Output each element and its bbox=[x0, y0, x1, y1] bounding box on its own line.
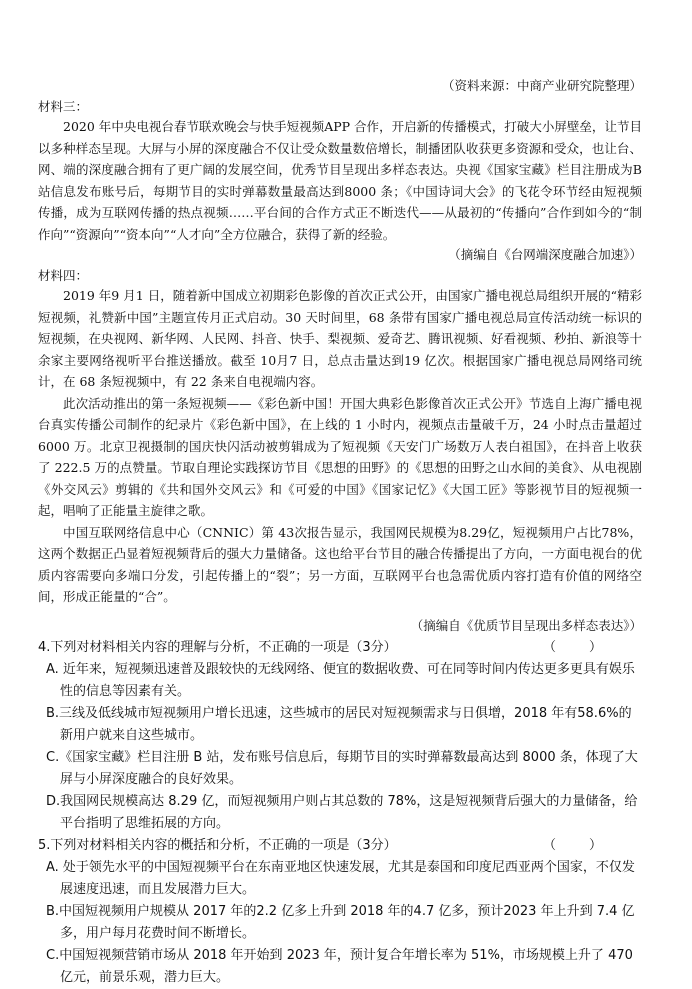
question-5 bbox=[38, 835, 642, 989]
question-5-option-b: B.中国短视频用户规模从 2017 年的2.2 亿多上升到 2018 年的4.7 亿多，预计2023 年上升到 7.4 亿多，用户每月花费时间不断增长。 bbox=[46, 903, 635, 941]
material-four-source: （摘编自《优质节目呈现出多样态表达》） bbox=[410, 617, 642, 633]
material-four-title: 材料四： bbox=[38, 268, 89, 283]
material-four-paragraph-3: 中国互联网络信息中心（CNNIC）第 43次报告显示，我国网民规模为8.29亿，短视频用户占比78%，这两个数据正凸显着短视频背后的强大力量储备。这也给平台节目的融合传播提出了方向，一方面电视台的优质内容需要向多端口分发，引起传播上的“裂”；另一方面，互联网平台也急需优质内容打造有价值的网络空间，形成正能量的“合”。 bbox=[38, 524, 642, 604]
question-5-answer-blank: （ ） bbox=[542, 837, 602, 853]
material-four-paragraph-1: 2019 年9 月1 日，随着新中国成立初期彩色影像的首次正式公开，由国家广播电视总局组织开展的“精彩短视频，礼赞新中国”主题宣传月正式启动。30 天时间里，68 条带有国家广播电视总局宣传活动统一标识的短视频，在央视网、新华网、人民网、抖音、快手、梨视频、爱奇艺、腾讯视频、好看视频、秒拍、新浪等十余家主要网络视听平台推送播放。截至 10月7 日，总点击量达到19 亿次。根据国家广播电视总局网络司统计，在 68 条短视频中，有 22 条来自电视端内容。 bbox=[38, 288, 642, 389]
material-three bbox=[38, 97, 642, 264]
question-4 bbox=[38, 637, 642, 835]
question-4-option-c: C.《国家宝藏》栏目注册 B 站，发布账号信息后，每期节目的实时弹幕数最高达到 8000 条，体现了大屏与小屏深度融合的良好效果。 bbox=[46, 749, 638, 787]
question-4-answer-blank: （ ） bbox=[542, 639, 602, 655]
material-three-text: 2020 年中央电视台春节联欢晚会与快手短视频APP 合作，开启新的传播模式，打破大小屏壁垒，让节目以多种样态呈现。大屏与小屏的深度融合不仅让受众数量数倍增长，制播团队收获更多资源和受众，也让台、网、端的深度融合拥有了更广阔的发展空间，优秀节目呈现出多样态表达。央视《国家宝藏》栏目注册成为B 站信息发布账号后，每期节目的实时弹幕数量最高达到8000 条；《中国诗词大会》的飞花令环节经由短视频传播，成为互联网传播的热点视频……平台间的合作方式正不断迭代——从最初的“传播向”合作到如今的“制作向”“资源向”“资本向”“人才向”全方位融合，获得了新的经验。 bbox=[38, 119, 642, 242]
question-4-option-d: D.我国网民规模高达 8.29 亿，而短视频用户则占其总数的 78%，这是短视频背后强大的力量储备，给平台指明了思维拓展的方向。 bbox=[46, 793, 638, 831]
question-4-stem: 4.下列对材料相关内容的理解与分析，不正确的一项是（3分） bbox=[38, 639, 397, 655]
question-5-option-a: A. 处于领先水平的中国短视频平台在东南亚地区快速发展，尤其是泰国和印度尼西亚两个国家，不仅发展速度迅速，而且发展潜力巨大。 bbox=[46, 859, 635, 897]
question-5-option-c: C.中国短视频营销市场从 2018 年开始到 2023 年，预计复合年增长率为 51%，市场规模上升了 470 亿元，前景乐观，潜力巨大。 bbox=[46, 947, 633, 985]
material-three-title: 材料三： bbox=[38, 99, 89, 114]
question-4-option-b: B.三线及低线城市短视频用户增长迅速，这些城市的居民对短视频需求与日俱增，2018 年有58.6%的新用户就来自这些城市。 bbox=[46, 705, 632, 743]
material-four bbox=[38, 266, 642, 635]
material-four-paragraph-2: 此次活动推出的第一条短视频——《彩色新中国！开国大典彩色影像首次正式公开》节选自上海广播电视台真实传播公司制作的纪录片《彩色新中国》，在上线的 1 小时内，视频点击量破千万，24 小时点击量超过6000 万。北京卫视摄制的国庆快闪活动被剪辑成为了短视频《天安门广场数万人表白祖国》，在抖音上收获了 222.5 万的点赞量。节取自理论实践探访节目《思想的田野》的《思想的田野之山水间的美食》、从电视剧《外交风云》剪辑的《共和国外交风云》和《可爱的中国》《国家记忆》《大国工匠》等影视节目的短视频一起，唱响了正能量主旋律之歌。 bbox=[38, 395, 642, 518]
material-three-source: （摘编自《台网端深度融合加速》） bbox=[448, 247, 642, 262]
question-5-stem: 5.下列对材料相关内容的概括和分析，不正确的一项是（3分） bbox=[38, 837, 397, 853]
question-4-option-a: A. 近年来，短视频迅速普及跟较快的无线网络、便宜的数据收费、可在同等时间内传达更多更具有娱乐性的信息等因素有关。 bbox=[46, 661, 635, 699]
source-note-top: （资料来源：中商产业研究院整理） bbox=[441, 78, 642, 93]
